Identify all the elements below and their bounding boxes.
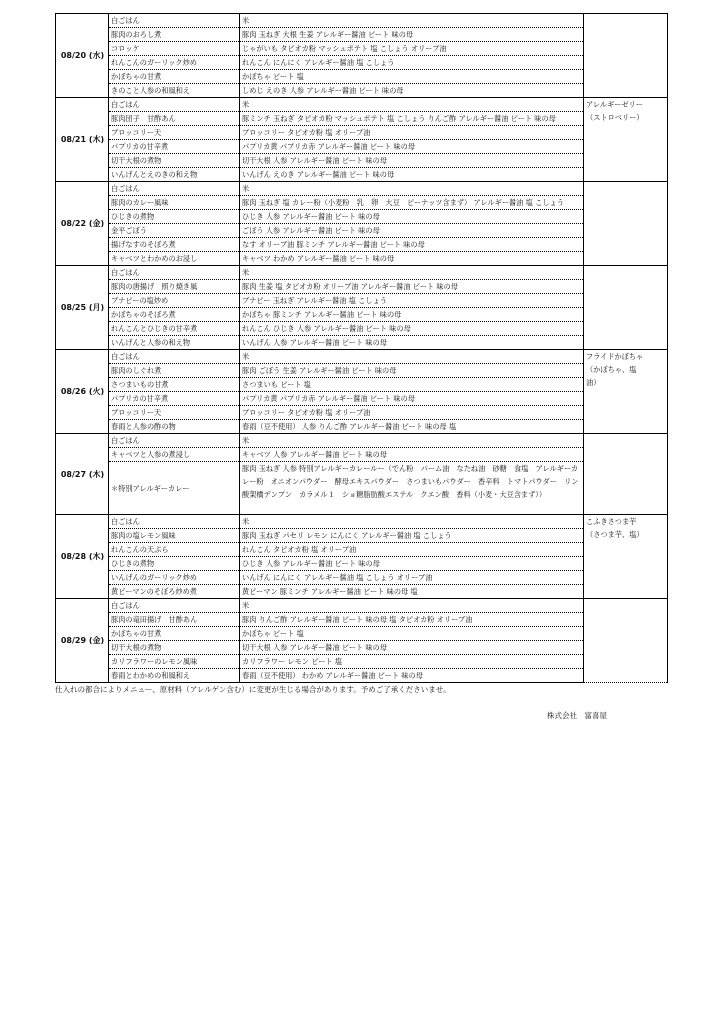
dish-name: 豚肉の塩レモン風味 [109,529,240,543]
menu-row [56,168,668,182]
dish-name: 豚肉のしぐれ煮 [109,364,240,378]
day-date: 08/22 (金) [56,182,109,266]
day-date: 08/26 (火) [56,350,109,434]
dish-ingredients: かぼちゃ 豚ミンチ アレルギー醤油 ビート 味の母 [240,308,584,322]
menu-row [56,112,668,126]
dish-name: 白ごはん [109,98,240,112]
menu-row [56,238,668,252]
dish-ingredients: れんこん ひじき 人参 アレルギー醤油 ビート 味の母 [240,322,584,336]
menu-row [56,571,668,585]
dish-ingredients: れんこん タピオカ粉 塩 オリーブ油 [240,543,584,557]
dish-name: きのこと人参の和風和え [109,84,240,98]
menu-row [56,308,668,322]
dish-ingredients: 春雨（豆不使用） 人参 りんご酢 アレルギー醤油 ビート 味の母 塩 [240,420,584,434]
dish-name: れんこんの天ぷら [109,543,240,557]
dish-name: 豚肉の唐揚げ 照り焼き風 [109,280,240,294]
dish-ingredients: 豚肉 ごぼう 生姜 アレルギー醤油 ビート 味の母 [240,364,584,378]
dish-ingredients: かぼちゃ ビート 塩 [240,70,584,84]
dish-ingredients: 豚ミンチ 玉ねぎ タピオカ粉 マッシュポテト 塩 こしょう りんご酢 アレルギー醤油 ビート 味の母 [240,112,584,126]
dish-ingredients: いんげん えのき アレルギー醤油 ビート 味の母 [240,168,584,182]
menu-row [56,28,668,42]
dish-ingredients: れんこん にんにく アレルギー醤油 塩 こしょう [240,56,584,70]
dish-ingredients: 米 [240,182,584,196]
dish-name: 豚肉団子 甘酢あん [109,112,240,126]
dish-ingredients: 豚肉 玉ねぎ 大根 生姜 アレルギー醤油 ビート 味の母 [240,28,584,42]
dish-name: かぼちゃのそぼろ煮 [109,308,240,322]
dish-name: 切干大根の煮物 [109,154,240,168]
menu-row [56,196,668,210]
dish-ingredients: じゃがいも タピオカ粉 マッシュポテト 塩 こしょう オリーブ油 [240,42,584,56]
dish-name: 白ごはん [109,182,240,196]
day-extra-item: こふきさつま芋 （さつま芋、塩） [584,515,668,599]
dish-name: 春雨とわかめの和風和え [109,669,240,683]
menu-row [56,84,668,98]
menu-row [56,56,668,70]
dish-name: れんこんのガーリック炒め [109,56,240,70]
dish-ingredients: キャベツ 人参 アレルギー醤油 ビート 味の母 [240,448,584,462]
dish-ingredients: 切干大根 人参 アレルギー醤油 ビート 味の母 [240,641,584,655]
dish-name: ひじきの煮物 [109,210,240,224]
menu-row [56,42,668,56]
day-extra-item [584,14,668,98]
menu-row [56,613,668,627]
menu-table [55,13,668,683]
menu-row [56,154,668,168]
dish-name: 春雨と人参の酢の物 [109,420,240,434]
change-notice: 仕入れの都合によりメニュー、原材料（アレルゲン含む）に変更が生じる場合があります。予めご了承くださいませ。 [55,685,451,694]
menu-row [56,336,668,350]
menu-row [56,98,668,112]
day-date: 08/28 (木) [56,515,109,599]
dish-name: 白ごはん [109,515,240,529]
dish-ingredients: 切干大根 人参 アレルギー醤油 ビート 味の母 [240,154,584,168]
menu-row [56,140,668,154]
dish-ingredients: ひじき 人参 アレルギー醤油 ビート 味の母 [240,557,584,571]
menu-row [56,294,668,308]
dish-name: 切干大根の煮物 [109,641,240,655]
dish-name: 金平ごぼう [109,224,240,238]
dish-ingredients: 豚肉 玉ねぎ パセリ レモン にんにく アレルギー醤油 塩 こしょう [240,529,584,543]
dish-name: カリフラワーのレモン風味 [109,655,240,669]
menu-row [56,669,668,683]
dish-ingredients: パプリカ黄 パプリカ赤 アレルギー醤油 ビート 味の母 [240,392,584,406]
menu-row [56,322,668,336]
menu-row [56,641,668,655]
dish-ingredients: いんげん 人参 アレルギー醤油 ビート 味の母 [240,336,584,350]
menu-row [56,14,668,28]
menu-row [56,557,668,571]
menu-row [56,585,668,599]
dish-name: いんげんとえのきの和え物 [109,168,240,182]
day-date: 08/29 (金) [56,599,109,683]
dish-name: キャベツとわかめのお浸し [109,252,240,266]
day-extra-item [584,434,668,515]
menu-row [56,392,668,406]
day-extra-item: アレルギーゼリー （ストロベリー） [584,98,668,182]
dish-ingredients: 春雨（豆不使用） わかめ アレルギー醤油 ビート 味の母 [240,669,584,683]
menu-row [56,434,668,448]
day-extra-item: フライドかぼちゃ （かぼちゃ、塩 油） [584,350,668,434]
dish-ingredients: いんげん にんにく アレルギー醤油 塩 こしょう オリーブ油 [240,571,584,585]
dish-ingredients: 豚肉 玉ねぎ 人参 特別アレルギーカレールー（でん粉 パーム油 なたね油 砂糖 食塩 アレルギーカレー粉 オニオンパウダー 酵母エキスパウダー さつまいもパウダー 香辛料 トマトパウダー リン酸架橋デンプン カラメル１ ショ糖脂肪酸エステル クエン酸 香料（小麦・大豆含まず）） [240,462,584,515]
dish-name: 白ごはん [109,434,240,448]
menu-row [56,655,668,669]
dish-name: いんげんと人参の和え物 [109,336,240,350]
day-date: 08/25 (月) [56,266,109,350]
dish-ingredients: 米 [240,599,584,613]
menu-row [56,210,668,224]
dish-name: 白ごはん [109,599,240,613]
dish-name: 豚肉のカレー風味 [109,196,240,210]
menu-row [56,350,668,364]
dish-name: コロッケ [109,42,240,56]
menu-row [56,543,668,557]
menu-row [56,448,668,462]
dish-ingredients: ひじき 人参 アレルギー醤油 ビート 味の母 [240,210,584,224]
dish-name: ＊特別アレルギーカレー [109,462,240,515]
company-name: 株式会社 富喜屋 [547,711,607,720]
dish-ingredients: ブロッコリー タピオカ粉 塩 オリーブ油 [240,126,584,140]
dish-name: 白ごはん [109,14,240,28]
dish-name: 黄ピーマンのそぼろ炒め煮 [109,585,240,599]
dish-name: 白ごはん [109,350,240,364]
dish-name: パプリカの甘辛煮 [109,140,240,154]
menu-row [56,182,668,196]
dish-name: いんげんのガーリック炒め [109,571,240,585]
dish-ingredients: 豚肉 生姜 塩 タピオカ粉 オリーブ油 アレルギー醤油 ビート 味の母 [240,280,584,294]
dish-name: 豚肉のおろし煮 [109,28,240,42]
dish-ingredients: ごぼう 人参 アレルギー醤油 ビート 味の母 [240,224,584,238]
menu-row [56,599,668,613]
day-date: 08/21 (木) [56,98,109,182]
day-extra-item [584,182,668,266]
dish-ingredients: 米 [240,515,584,529]
day-date: 08/27 (木) [56,434,109,515]
dish-name: ブロッコリー天 [109,406,240,420]
dish-ingredients: 米 [240,434,584,448]
dish-name: ブナピーの塩炒め [109,294,240,308]
day-date: 08/20 (水) [56,14,109,98]
dish-name: ひじきの煮物 [109,557,240,571]
dish-ingredients: しめじ えのき 人参 アレルギー醤油 ビート 味の母 [240,84,584,98]
dish-name: 揚げなすのそぼろ煮 [109,238,240,252]
dish-ingredients: カリフラワー レモン ビート 塩 [240,655,584,669]
dish-name: かぼちゃの甘煮 [109,70,240,84]
dish-name: れんこんとひじきの甘辛煮 [109,322,240,336]
dish-name: キャベツと人参の煮浸し [109,448,240,462]
dish-name: ブロッコリー天 [109,126,240,140]
dish-ingredients: かぼちゃ ビート 塩 [240,627,584,641]
dish-ingredients: 米 [240,266,584,280]
dish-name: 豚肉の竜田揚げ 甘酢あん [109,613,240,627]
menu-row [56,266,668,280]
dish-ingredients: 米 [240,350,584,364]
menu-row [56,280,668,294]
menu-row [56,515,668,529]
dish-ingredients: 米 [240,98,584,112]
dish-ingredients: 豚肉 玉ねぎ 塩 カレー粉（小麦粉 乳 卵 大豆 ピーナッツ含まず） アレルギー醤油 塩 こしょう [240,196,584,210]
menu-row [56,529,668,543]
menu-row [56,224,668,238]
dish-ingredients: なす オリーブ油 豚ミンチ アレルギー醤油 ビート 味の母 [240,238,584,252]
menu-row [56,378,668,392]
dish-name: かぼちゃの甘煮 [109,627,240,641]
menu-row [56,126,668,140]
dish-ingredients: さつまいも ビート 塩 [240,378,584,392]
day-extra-item [584,599,668,683]
dish-ingredients: ブロッコリー タピオカ粉 塩 オリーブ油 [240,406,584,420]
dish-name: さつまいもの甘煮 [109,378,240,392]
menu-row [56,406,668,420]
day-extra-item [584,266,668,350]
menu-row [56,462,668,515]
menu-row [56,252,668,266]
dish-ingredients: 黄ピーマン 豚ミンチ アレルギー醤油 ビート 味の母 塩 [240,585,584,599]
dish-ingredients: パプリカ黄 パプリカ赤 アレルギー醤油 ビート 味の母 [240,140,584,154]
menu-row [56,627,668,641]
dish-ingredients: 豚肉 りんご酢 アレルギー醤油 ビート 味の母 塩 タピオカ粉 オリーブ油 [240,613,584,627]
menu-row [56,364,668,378]
dish-ingredients: ブナピー 玉ねぎ アレルギー醤油 塩 こしょう [240,294,584,308]
menu-row [56,420,668,434]
dish-name: 白ごはん [109,266,240,280]
dish-ingredients: 米 [240,14,584,28]
menu-row [56,70,668,84]
dish-name: パプリカの甘辛煮 [109,392,240,406]
dish-ingredients: キャベツ わかめ アレルギー醤油 ビート 味の母 [240,252,584,266]
